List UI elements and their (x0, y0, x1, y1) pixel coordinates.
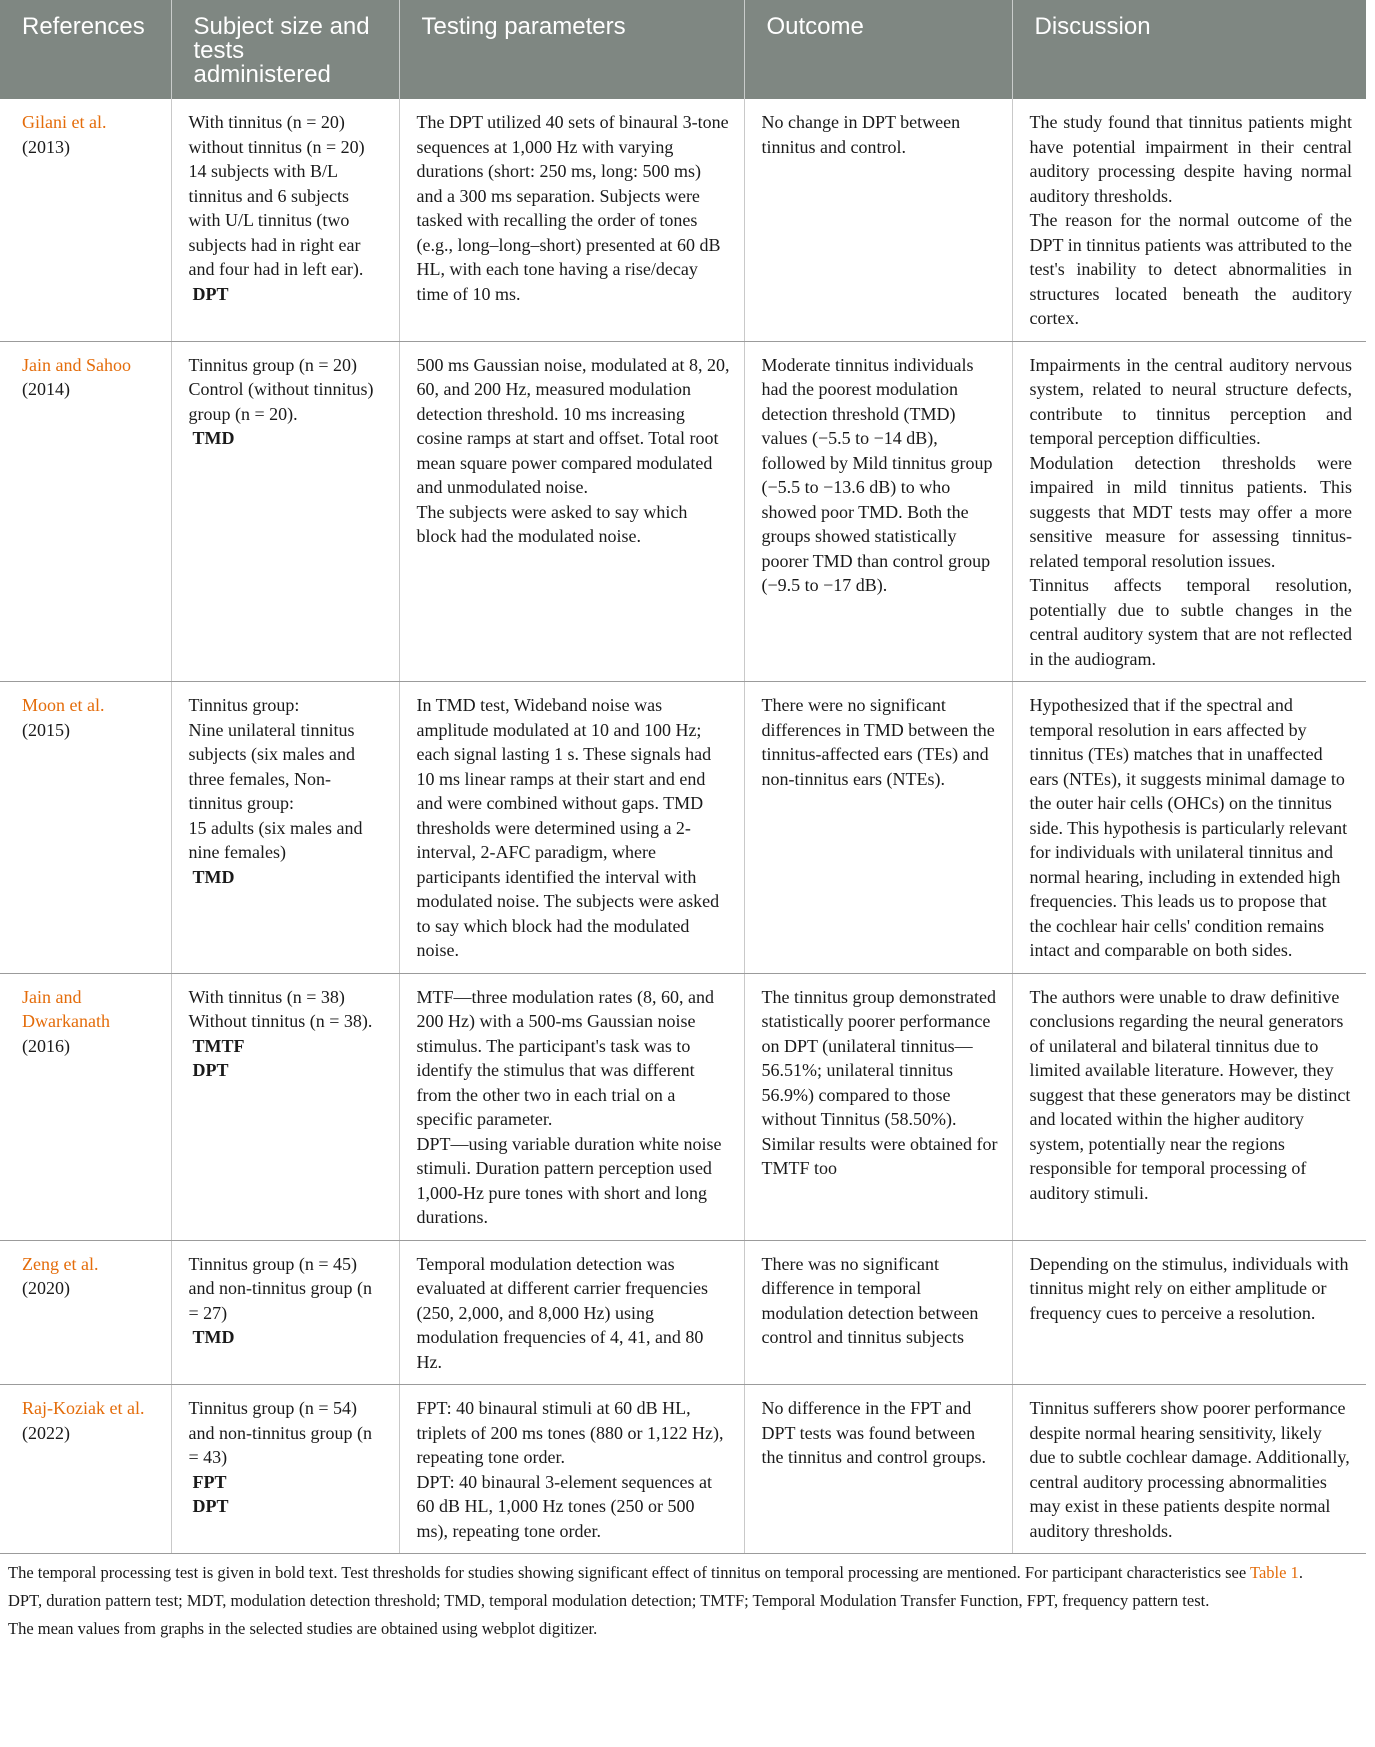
reference-link[interactable]: Gilani et al. (22, 112, 107, 132)
header-outcome: Outcome (744, 0, 1012, 99)
cell-outcome (744, 682, 1012, 974)
cell-outcome (744, 341, 1012, 682)
subject-text: Tinnitus group: (188, 695, 300, 715)
cell-outcome (744, 1385, 1012, 1554)
cell-subject-size (171, 1240, 399, 1385)
footnote-1-text: The temporal processing test is given in bold text. Test thresholds for studies showing significant effect of tinnitus on temporal processing are mentioned. For participant characteristics see (8, 1563, 1247, 1582)
outcome-text: There were no significant differences in TMD between the tinnitus-affected ears (TEs) and non-tinnitus ears (NTEs). (761, 695, 995, 789)
reference-year: (2013) (22, 136, 70, 157)
header-row (0, 0, 1366, 99)
footnote-1 (8, 1562, 1347, 1584)
discussion-text: Hypothesized that if the spectral and temporal resolution in ears affected by tinnitus (TEs) matches that in unaffected ears (NTEs), it suggests minimal damage to the outer hair cells (OHCs) on the tinnitus side. This hypothesis is particularly relevant for individuals with unilateral tinnitus and normal hearing, including in extended high frequencies. This leads us to propose that the cochlear hair cells' condition remains intact and comparable on both sides. (1029, 695, 1348, 960)
cell-testing-parameters (399, 682, 744, 974)
table-row (0, 973, 1366, 1240)
table-1-link[interactable]: Table 1 (1250, 1563, 1299, 1582)
cell-subject-size (171, 341, 399, 682)
cell-discussion (1012, 1385, 1366, 1554)
table-row (0, 341, 1366, 682)
reference-year: (2015) (22, 719, 70, 740)
outcome-text: No difference in the FPT and DPT tests was found between the tinnitus and control groups. (761, 1398, 986, 1467)
cell-reference (0, 1385, 171, 1554)
subject-text: without tinnitus (n = 20) (188, 136, 365, 157)
discussion-text: Modulation detection thresholds were impaired in mild tinnitus patients. This suggests that MDT tests may offer a more sensitive measure for assessing tinnitus-related temporal resolution issues. (1029, 452, 1352, 571)
parameter-text: The subjects were asked to say which block had the modulated noise. (416, 501, 688, 546)
cell-reference (0, 973, 171, 1240)
reference-year: (2016) (22, 1035, 70, 1056)
table-body (0, 99, 1366, 1554)
subject-text: Tinnitus group (n = 54) and non-tinnitus group (n = 43) (188, 1398, 372, 1467)
table-row (0, 682, 1366, 974)
cell-reference (0, 99, 171, 341)
cell-testing-parameters (399, 1385, 744, 1554)
subject-text: 14 subjects with B/L tinnitus and 6 subjects with U/L tinnitus (two subjects had in right ear and four had in left ear). (188, 161, 364, 279)
test-administered: TMD (192, 866, 235, 887)
discussion-text: Tinnitus sufferers show poorer performance despite normal hearing sensitivity, likely due to subtle cochlear damage. Additionally, central auditory processing abnormalities may exist in these patients despite normal auditory thresholds. (1029, 1398, 1350, 1541)
parameter-text: MTF—three modulation rates (8, 60, and 200 Hz) with a 500-ms Gaussian noise stimulus. The participant's task was to identify the stimulus that was different from the other two in each trial on a specific parameter. (416, 986, 714, 1129)
subject-text: With tinnitus (n = 20) (188, 112, 345, 132)
cell-outcome (744, 973, 1012, 1240)
cell-subject-size (171, 99, 399, 341)
cell-subject-size (171, 682, 399, 974)
header-testing-parameters: Testing parameters (399, 0, 744, 99)
footnote-abbreviations: DPT, duration pattern test; MDT, modulation detection threshold; TMD, temporal modulation detection; TMTF; Temporal Modulation Transfer Function, FPT, frequency pattern test. (8, 1591, 1210, 1610)
cell-discussion (1012, 341, 1366, 682)
cell-reference (0, 1240, 171, 1385)
outcome-text: The tinnitus group demonstrated statistically poorer performance on DPT (unilateral tinnitus—56.51%; unilateral tinnitus 56.9%) compared to those without Tinnitus (58.50%). Similar results were obtained for TMTF too (761, 986, 998, 1178)
footnote-webplot: The mean values from graphs in the selected studies are obtained using webplot digitizer. (8, 1619, 598, 1638)
test-administered: DPT (192, 283, 229, 304)
parameter-text: 500 ms Gaussian noise, modulated at 8, 20, 60, and 200 Hz, measured modulation detection threshold. 10 ms increasing cosine ramps at start and offset. Total root mean square power compared modulated and unmodulated noise. (416, 354, 730, 497)
subject-text: Without tinnitus (n = 38). (188, 1011, 373, 1031)
footnote-1-end: . (1298, 1563, 1303, 1582)
subject-text: With tinnitus (n = 38) (188, 986, 345, 1007)
subject-text: Tinnitus group (n = 20) Control (without tinnitus) group (n = 20). (188, 354, 374, 424)
cell-testing-parameters (399, 341, 744, 682)
subject-text: 15 adults (six males and nine females) (188, 817, 363, 862)
parameter-text: In TMD test, Wideband noise was amplitude modulated at 10 and 100 Hz; each signal lasting 1 s. These signals had 10 ms linear ramps at their start and end and were combined without gaps. TMD thresholds were determined using a 2-interval, 2-AFC paradigm, where participants identified the interval with modulated noise. The subjects were asked to say which block had the modulated noise. (416, 695, 720, 960)
outcome-text: No change in DPT between tinnitus and control. (761, 112, 961, 157)
cell-discussion (1012, 973, 1366, 1240)
test-administered: DPT (192, 1060, 229, 1080)
discussion-text: The study found that tinnitus patients might have potential impairment in their central auditory processing despite having normal auditory thresholds. (1029, 112, 1352, 206)
cell-subject-size (171, 973, 399, 1240)
outcome-text: There was no significant difference in temporal modulation detection between control and tinnitus subjects (761, 1253, 979, 1347)
reference-year: (2014) (22, 379, 70, 399)
header-references: References (0, 0, 171, 99)
subject-text: Tinnitus group (n = 45) and non-tinnitus group (n = 27) (188, 1253, 372, 1323)
table-row (0, 1385, 1366, 1554)
cell-reference (0, 682, 171, 974)
reference-link[interactable]: Jain and Dwarkanath (22, 986, 110, 1031)
parameter-text: DPT—using variable duration white noise stimuli. Duration pattern perception used 1,000-Hz pure tones with short and long durations. (416, 1133, 722, 1227)
test-administered: TMD (192, 1327, 235, 1347)
cell-outcome (744, 99, 1012, 341)
discussion-text: Tinnitus affects temporal resolution, potentially due to subtle changes in the central auditory system that are not reflected in the audiogram. (1029, 575, 1352, 669)
test-administered: TMTF (192, 1035, 245, 1056)
header-subject-size: Subject size and tests administered (171, 0, 399, 99)
discussion-text: The reason for the normal outcome of the DPT in tinnitus patients was attributed to the test's inability to detect abnormalities in structures located beneath the auditory cortex. (1029, 210, 1352, 328)
cell-outcome (744, 1240, 1012, 1385)
reference-link[interactable]: Raj-Koziak et al. (22, 1398, 145, 1418)
cell-discussion (1012, 1240, 1366, 1385)
table-row (0, 99, 1366, 341)
discussion-text: The authors were unable to draw definitive conclusions regarding the neural generators of unilateral and bilateral tinnitus due to limited available literature. However, they suggest that these generators may be distinct and located within the higher auditory system, potentially near the regions responsible for temporal processing of auditory stimuli. (1029, 986, 1351, 1203)
table-row (0, 1240, 1366, 1385)
discussion-text: Depending on the stimulus, individuals with tinnitus might rely on either amplitude or frequency cues to perceive a resolution. (1029, 1253, 1349, 1323)
parameter-text: Temporal modulation detection was evaluated at different carrier frequencies (250, 2,000, and 8,000 Hz) using modulation frequencies of 4, 41, and 80 Hz. (416, 1253, 708, 1372)
cell-discussion (1012, 99, 1366, 341)
header-discussion: Discussion (1012, 0, 1366, 99)
reference-link[interactable]: Moon et al. (22, 695, 105, 715)
reference-year: (2022) (22, 1422, 70, 1443)
reference-year: (2020) (22, 1278, 70, 1298)
parameter-text: DPT: 40 binaural 3-element sequences at 60 dB HL, 1,000 Hz tones (250 or 500 ms), repeating tone order. (416, 1471, 713, 1541)
discussion-text: Impairments in the central auditory nervous system, related to neural structure defects, contribute to tinnitus perception and temporal perception difficulties. (1029, 354, 1352, 448)
reference-link[interactable]: Zeng et al. (22, 1253, 99, 1274)
table-footnotes (0, 1554, 1355, 1640)
test-administered: FPT (192, 1471, 227, 1492)
test-administered: DPT (192, 1496, 229, 1516)
cell-testing-parameters (399, 973, 744, 1240)
parameter-text: The DPT utilized 40 sets of binaural 3-tone sequences at 1,000 Hz with varying durations (short: 250 ms, long: 500 ms) and a 300 ms separation. Subjects were tasked with recalling the order of tones (e.g., long–long–short) presented at 60 dB HL, with each tone having a rise/decay time of 10 ms. (416, 112, 729, 304)
cell-testing-parameters (399, 1240, 744, 1385)
parameter-text: FPT: 40 binaural stimuli at 60 dB HL, triplets of 200 ms tones (880 or 1,122 Hz), repeating tone order. (416, 1398, 724, 1467)
subject-text: Nine unilateral tinnitus subjects (six males and three females, Non-tinnitus group: (188, 719, 355, 813)
cell-subject-size (171, 1385, 399, 1554)
table-header (0, 0, 1366, 99)
cell-discussion (1012, 682, 1366, 974)
reference-link[interactable]: Jain and Sahoo (22, 354, 131, 375)
test-administered: TMD (192, 428, 235, 448)
outcome-text: Moderate tinnitus individuals had the poorest modulation detection threshold (TMD) values (−5.5 to −14 dB), followed by Mild tinnitus group (−5.5 to −13.6 dB) to who showed poor TMD. Both the groups showed statistically poorer TMD than control group (−9.5 to −17 dB). (761, 354, 993, 595)
cell-testing-parameters (399, 99, 744, 341)
cell-reference (0, 341, 171, 682)
